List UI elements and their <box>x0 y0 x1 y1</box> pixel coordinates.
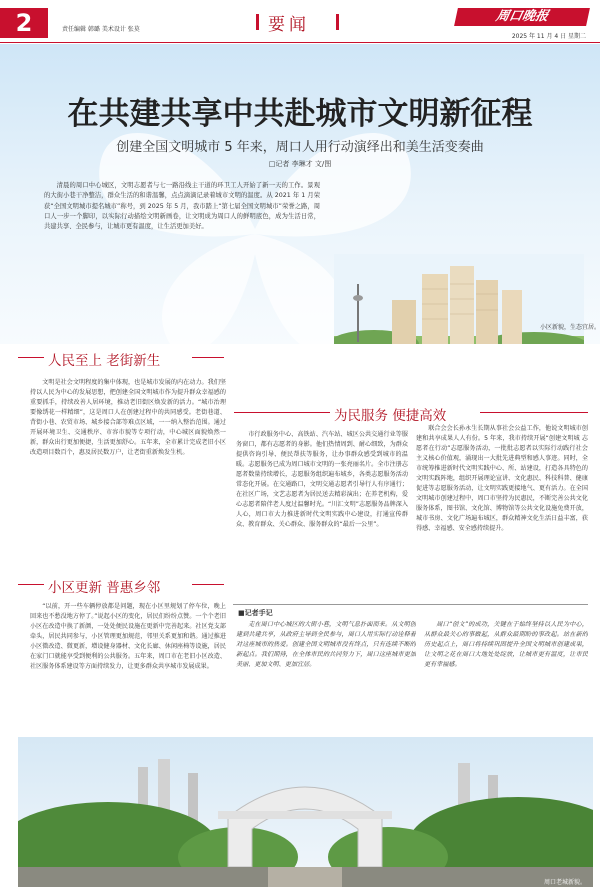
bottom-photo <box>18 737 593 887</box>
section-rule-right <box>480 412 588 413</box>
reporter-notes-col2: 周口“创文”的成功，关键在于始终坚持以人民为中心，从群众最关心的事做起，从群众最期盼的事改起。站在新的历史起点上，周口将持续巩固提升全国文明城市创建成果，让文明之花在周口大地处处绽放，让城市更有温度，让市民更有幸福感。 <box>424 621 588 668</box>
reporter-notes-label: ■记者手记 <box>238 609 273 617</box>
page-number: 2 <box>0 8 48 38</box>
section-title-people: 人民至上 老街新生 <box>48 353 161 369</box>
section-body-people: 文明是社会文明程度的集中体现，也是城市发展的内在动力。我们坚持以人民为中心的发展思想，把创建全国文明城市作为提升群众幸福感的重要抓手，持续改善人居环境，推动老旧街区焕发新的活力。“城市治理要像绣花一样精细”，这是周口人在创建过程中的共同感受。老街巷道、背街小巷、农贸市场、城乡接合部等难点区域，一一纳入整治范围。通过开展环境卫生、交通秩序、市容市貌等专项行动，中心城区面貌焕然一新，群众出行更加便捷，生活更加舒心。五年来，全市累计完成老旧小区改造项目数百个，惠及居民数万户，让老街重新焕发生机。 <box>30 379 226 456</box>
newspaper-logo: 周口晚报 <box>454 8 590 26</box>
byline: □记者 李琳才 文/图 <box>268 160 332 168</box>
section-body-community: “以前，开一些车辆停放都是问题，现在小区里规划了停车位，晚上回来也不愁没地方停了。”说起小区的变化，居民们纷纷点赞。一个个老旧小区在改造中换了新颜，一处处便民设施在更新中完善起来。社区党支部牵头，居民共同参与，小区管理更加规范，邻里关系更加和谐。通过推进小区微改造、微更新，增设健身器材、文化长廊、休闲座椅等设施，居民在家门口就能享受到便利的公共服务。五年来，周口市在老旧小区改造、社区服务体系建设等方面持续发力，让更多群众共享城市发展成果。 <box>30 603 226 670</box>
section-body-service-col1: 市行政服务中心、高铁站、汽车站、城区公共交通行业等服务窗口，都有志愿者的身影。他们热情周到、耐心细致，为群众提供咨询引导、便民帮扶等服务，让办事群众感受到城市的温暖。志愿服务已成为周口城市文明的一张亮丽名片。全市注册志愿者数量持续增长，志愿服务组织遍布城乡，各类志愿服务活动常态化开展。在交通路口，文明交通志愿者引导行人有序通行；在社区广场，文艺志愿者为居民送去精彩演出；在养老机构，爱心志愿者陪伴老人度过温馨时光。“川汇文明”志愿服务品牌深入人心，周口市大力推进新时代文明实践中心建设，打通宣传群众、教育群众、关心群众、服务群众的“最后一公里”。 <box>236 431 408 528</box>
city-photo-caption: 小区新貌，生态宜居。 <box>540 324 600 331</box>
section-rule-left <box>18 357 44 358</box>
intro-paragraph: 清晨的周口中心城区，文明志愿者与七一路沿线主干道的环卫工人开始了新一天的工作。景观的大街小巷干净整洁，群众生活的和谐温馨，点点滴滴记录着城市文明的温度。从 2021 年 1 月荣获“全国文明城市提名城市”称号，到 2025 年 5 月，我市踏上“第七届全国文明城市”荣誉之路，周口人一步一个脚印，以实际行动描绘文明新画卷，让文明成为周口人的鲜明底色，成为生活日常，共建共享、全民参与，让城市更有温度，让生活更加美好。 <box>44 182 320 231</box>
section-title-community: 小区更新 普惠乡邻 <box>48 580 161 596</box>
reporter-notes-col1: 走在周口中心城区的大街小巷，文明气息扑面而来。从文明创建到共建共享，从政府主导到全民参与，周口人用实际行动诠释着对这座城市的热爱。创建全国文明城市没有终点，只有连续不断的新起点。我们期待，在全体市民的共同努力下，周口这座城市更加美丽、更加文明、更加宜居。 <box>236 621 416 668</box>
city-gate-photo <box>18 737 593 887</box>
section-label: 要闻 <box>268 15 310 35</box>
section-rule-right <box>192 357 224 358</box>
section-divider-left <box>256 14 259 30</box>
editor-credits: 责任编辑 韩璐 美术设计 张莫 <box>62 26 140 33</box>
header-rule <box>0 42 600 43</box>
issue-date: 2025 年 11 月 4 日 星期二 <box>511 33 586 40</box>
subheadline: 创建全国文明城市 5 年来，周口人用行动演绎出和美生活变奏曲 <box>116 140 484 155</box>
headline: 在共建共享中共赴城市文明新征程 <box>67 96 533 132</box>
section-rule-left <box>234 412 330 413</box>
section-title-service: 为民服务 便捷高效 <box>334 408 447 424</box>
notes-rule <box>233 604 588 605</box>
section-rule-left <box>18 584 44 585</box>
section-divider-right <box>336 14 339 30</box>
section-rule-right <box>192 584 224 585</box>
bottom-photo-caption: 周口老城新貌。 <box>543 879 586 886</box>
section-body-service-col2: 联合会会长孙永生长期从事社会公益工作，他说文明城市创建和共享成果人人有份。5 年来，我市持续开展“创建文明城 志愿者在行动”志愿服务活动，一批批志愿者以实际行动践行社会主义核心价值观，涌现出一大批先进典型和感人事迹。同时，全市统筹推进新时代文明实践中心、所、站建设，打造各具特色的文明实践阵地，组织开展理论宣讲、文化惠民、科技科普、健康促进等志愿服务活动，让文明实践更接地气、更有活力。在全国文明城市创建过程中，周口市坚持为民惠民，不断完善公共文化服务体系，图书馆、文化馆、博物馆等公共文化设施免费开放，城市书房、文化广场遍布城区，群众精神文化生活日益丰富，获得感、幸福感、安全感持续提升。 <box>416 425 588 532</box>
